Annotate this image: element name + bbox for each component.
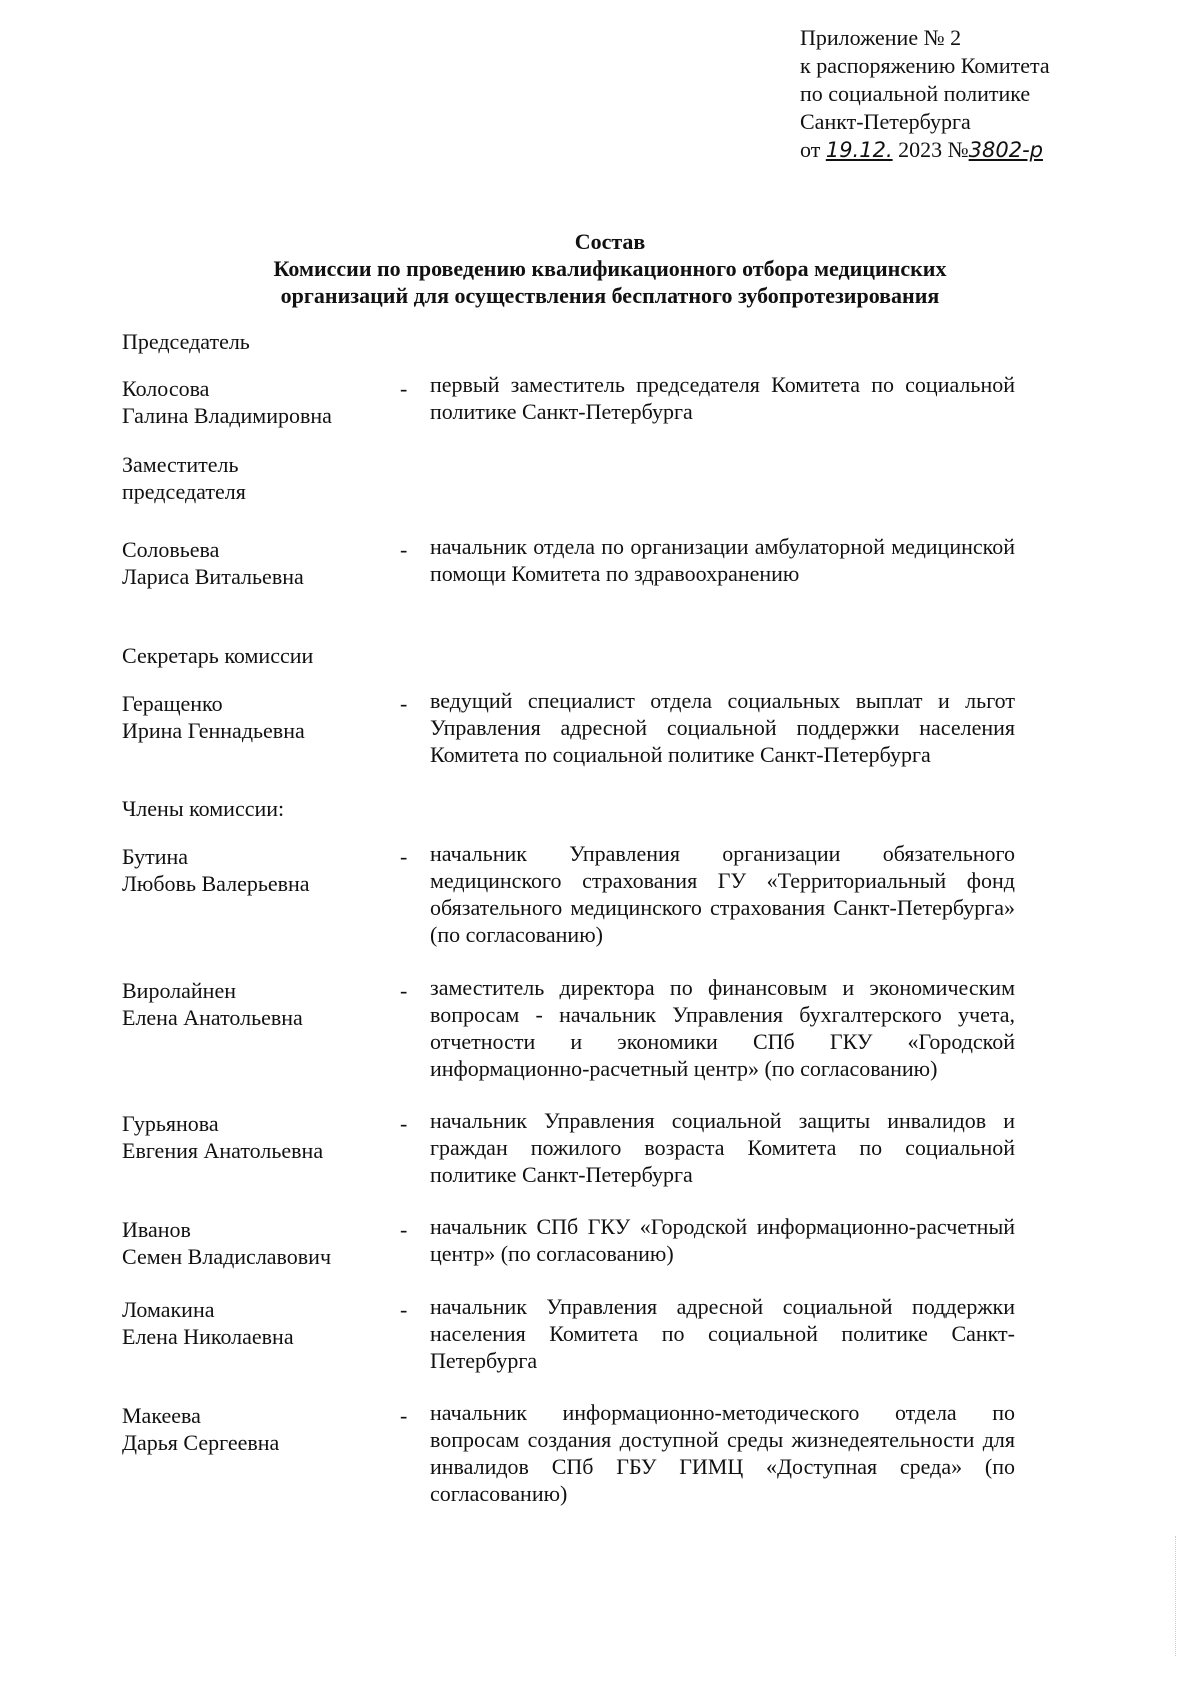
section-chair: Председатель <box>122 329 250 354</box>
member-given-name: Любовь Валерьевна <box>122 871 310 896</box>
member-name <box>122 536 402 590</box>
section-secretary: Секретарь комиссии <box>122 643 314 668</box>
dash: - <box>400 537 408 562</box>
member-name <box>122 977 402 1031</box>
member-given-name: Дарья Сергеевна <box>122 1430 280 1455</box>
section-deputy <box>122 451 246 505</box>
dash: - <box>400 1297 408 1322</box>
dash: - <box>400 1403 408 1428</box>
member-surname: Колосова <box>122 376 210 401</box>
member-surname: Бутина <box>122 844 189 869</box>
appendix-header <box>800 24 1180 164</box>
member-surname: Гурьянова <box>122 1111 219 1136</box>
title-line-1: Состав <box>574 229 646 254</box>
handwritten-date: 19.12. <box>825 138 893 162</box>
dash: - <box>400 376 408 401</box>
member-name <box>122 843 402 897</box>
member-given-name: Семен Владиславович <box>122 1244 332 1269</box>
section-deputy-line-1: Заместитель <box>122 452 239 477</box>
member-position: ведущий специалист отдела социальных выплат и льгот Управления адресной социальной поддержки населения Комитета по социальной политике Санкт-Петербурга <box>430 688 1015 767</box>
date-prefix: от <box>800 137 826 162</box>
member-surname: Соловьева <box>122 537 220 562</box>
member-position: начальник Управления организации обязательного медицинского страхования ГУ «Территориальный фонд обязательного медицинского страхования Санкт-Петербурга» (по согласованию) <box>430 841 1015 947</box>
member-name <box>122 1402 402 1456</box>
appendix-date-line <box>800 136 1180 164</box>
member-given-name: Елена Николаевна <box>122 1324 294 1349</box>
appendix-line-3: по социальной политике <box>800 81 1031 106</box>
appendix-line-2: к распоряжению Комитета <box>800 53 1050 78</box>
member-name <box>122 1110 402 1164</box>
member-given-name: Галина Владимировна <box>122 403 332 428</box>
member-surname: Иванов <box>122 1217 191 1242</box>
member-name <box>122 690 402 744</box>
scan-margin-mark <box>1175 1536 1180 1656</box>
member-given-name: Евгения Анатольевна <box>122 1138 324 1163</box>
member-given-name: Елена Анатольевна <box>122 1005 303 1030</box>
dash: - <box>400 978 408 1003</box>
document-title <box>0 228 1200 309</box>
member-name <box>122 1296 402 1350</box>
member-name <box>122 375 402 429</box>
member-surname: Виролайнен <box>122 978 236 1003</box>
dash: - <box>400 691 408 716</box>
member-position: начальник информационно-методического отдела по вопросам создания доступной среды жизнедеятельности для инвалидов СПб ГБУ ГИМЦ «Доступная среда» (по согласованию) <box>430 1400 1015 1506</box>
member-given-name: Лариса Витальевна <box>122 564 304 589</box>
title-line-2: Комиссии по проведению квалификационного отбора медицинских <box>273 256 947 281</box>
member-position: первый заместитель председателя Комитета по социальной политике Санкт-Петербурга <box>430 372 1015 424</box>
title-line-3: организаций для осуществления бесплатного зубопротезирования <box>280 283 940 308</box>
dash: - <box>400 1111 408 1136</box>
member-position: заместитель директора по финансовым и экономическим вопросам - начальник Управления бухгалтерского учета, отчетности и экономики СПб ГКУ «Городской информационно-расчетный центр» (по согласованию) <box>430 975 1015 1081</box>
member-surname: Геращенко <box>122 691 223 716</box>
handwritten-number: 3802-р <box>968 138 1043 162</box>
member-given-name: Ирина Геннадьевна <box>122 718 305 743</box>
member-position: начальник СПб ГКУ «Городской информационно-расчетный центр» (по согласованию) <box>430 1214 1015 1266</box>
member-surname: Макеева <box>122 1403 201 1428</box>
section-members: Члены комиссии: <box>122 796 285 821</box>
member-surname: Ломакина <box>122 1297 215 1322</box>
member-position: начальник Управления социальной защиты инвалидов и граждан пожилого возраста Комитета по социальной политике Санкт-Петербурга <box>430 1108 1015 1187</box>
member-name <box>122 1216 402 1270</box>
date-year: 2023 № <box>892 137 969 162</box>
member-position: начальник Управления адресной социальной поддержки населения Комитета по социальной политике Санкт-Петербурга <box>430 1294 1015 1373</box>
dash: - <box>400 1217 408 1242</box>
dash: - <box>400 844 408 869</box>
section-deputy-line-2: председателя <box>122 479 246 504</box>
member-position: начальник отдела по организации амбулаторной медицинской помощи Комитета по здравоохранению <box>430 534 1015 586</box>
appendix-line-1: Приложение № 2 <box>800 25 962 50</box>
appendix-line-4: Санкт-Петербурга <box>800 109 971 134</box>
